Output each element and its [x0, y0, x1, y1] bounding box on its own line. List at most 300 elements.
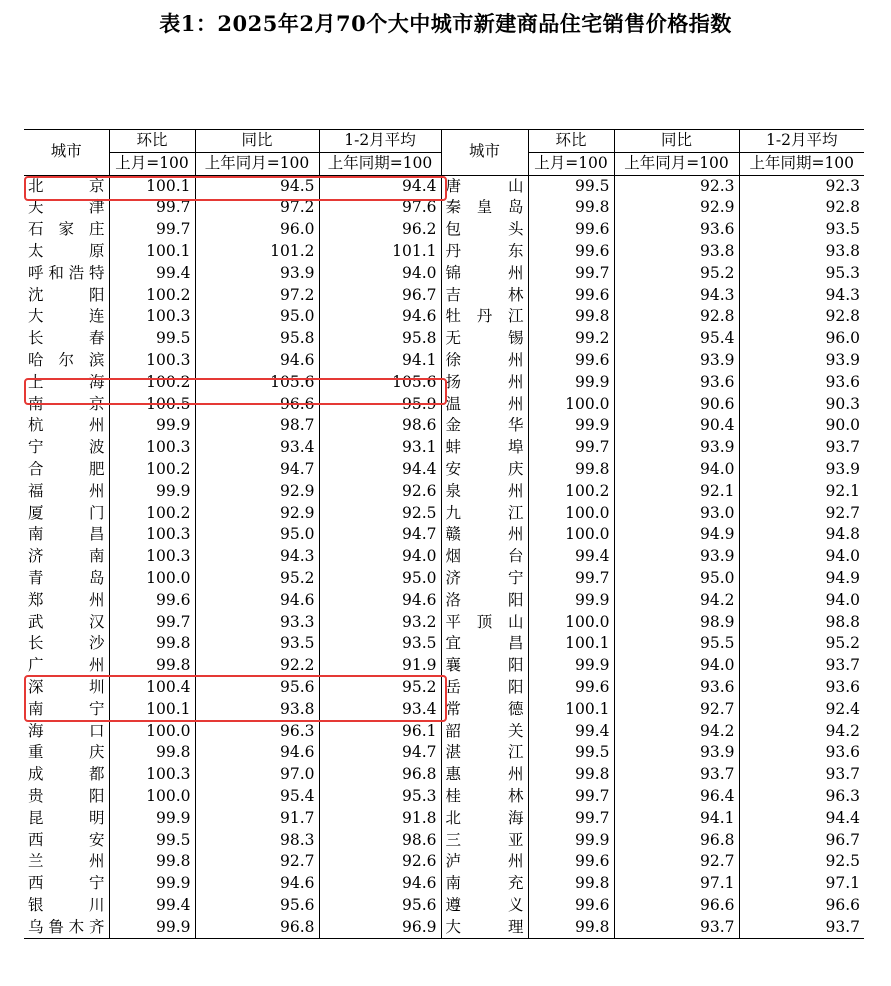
right-yoy-value: 93.9	[614, 437, 739, 459]
right-city-chars: 九 江	[445, 503, 524, 522]
left-avg-value: 94.7	[319, 742, 441, 764]
city-header-left: 城市	[24, 130, 109, 176]
right-avg-value: 95.3	[739, 263, 864, 285]
left-avg-value: 96.9	[319, 917, 441, 939]
left-yoy-value: 96.8	[195, 917, 319, 939]
right-yoy-value: 93.9	[614, 546, 739, 568]
left-city-chars: 石 家 庄	[28, 220, 105, 239]
right-mom-value: 100.0	[528, 612, 614, 634]
right-city-chars: 遵 义	[445, 895, 524, 914]
table-row	[24, 830, 864, 852]
right-city-chars: 扬 州	[445, 372, 524, 391]
left-yoy-value: 94.6	[195, 742, 319, 764]
left-mom-value: 100.2	[109, 459, 195, 481]
left-mom-value: 100.5	[109, 394, 195, 416]
avg-header-left: 1-2月平均	[319, 130, 441, 153]
highlight-beijing	[24, 176, 447, 201]
left-avg-value: 105.6	[319, 372, 441, 394]
left-mom-value: 100.1	[109, 699, 195, 721]
right-city-name	[441, 481, 528, 503]
left-mom-value: 100.4	[109, 677, 195, 699]
left-city-name	[24, 764, 109, 786]
right-yoy-value: 92.7	[614, 851, 739, 873]
right-mom-value: 100.1	[528, 699, 614, 721]
right-mom-value: 99.4	[528, 546, 614, 568]
right-yoy-value: 98.9	[614, 612, 739, 634]
right-yoy-value: 92.8	[614, 306, 739, 328]
left-city-name	[24, 503, 109, 525]
table-row	[24, 895, 864, 917]
left-mom-value: 100.1	[109, 241, 195, 263]
highlight-shanghai	[24, 378, 447, 405]
right-city-chars: 常 德	[445, 699, 524, 718]
left-yoy-value: 92.2	[195, 655, 319, 677]
mom-header-right: 环比	[528, 130, 614, 153]
right-mom-value: 99.9	[528, 830, 614, 852]
right-mom-value: 99.6	[528, 241, 614, 263]
left-city-chars: 深 圳	[28, 677, 105, 696]
left-mom-value: 99.5	[109, 830, 195, 852]
right-yoy-value: 95.2	[614, 263, 739, 285]
left-city-chars: 成 都	[28, 765, 105, 784]
right-city-chars: 南 充	[445, 874, 524, 893]
right-avg-value: 97.1	[739, 873, 864, 895]
right-city-name	[441, 524, 528, 546]
left-yoy-value: 97.0	[195, 764, 319, 786]
left-avg-value: 93.2	[319, 612, 441, 634]
left-city-name	[24, 306, 109, 328]
right-avg-value: 93.7	[739, 764, 864, 786]
right-yoy-value: 92.7	[614, 699, 739, 721]
table-row	[24, 742, 864, 764]
left-city-chars: 银 川	[28, 895, 105, 914]
left-city-chars: 郑 州	[28, 590, 105, 609]
right-city-name	[441, 415, 528, 437]
left-yoy-value: 97.2	[195, 197, 319, 219]
yoy-base-left: 上年同月=100	[195, 152, 319, 175]
left-yoy-value: 92.9	[195, 503, 319, 525]
left-yoy-value: 95.0	[195, 524, 319, 546]
left-city-chars: 福 州	[28, 481, 105, 500]
left-city-chars: 海 口	[28, 721, 105, 740]
left-avg-value: 95.2	[319, 677, 441, 699]
left-mom-value: 99.8	[109, 633, 195, 655]
right-city-name	[441, 241, 528, 263]
right-city-name	[441, 699, 528, 721]
left-city-name	[24, 524, 109, 546]
left-mom-value: 99.6	[109, 590, 195, 612]
right-city-chars: 宜 昌	[445, 634, 524, 653]
left-city-name	[24, 415, 109, 437]
left-city-chars: 厦 门	[28, 503, 105, 522]
right-city-chars: 徐 州	[445, 350, 524, 369]
table-row	[24, 873, 864, 895]
left-yoy-value: 93.8	[195, 699, 319, 721]
left-yoy-value: 101.2	[195, 241, 319, 263]
right-city-chars: 牡 丹 江	[445, 307, 524, 326]
right-mom-value: 99.6	[528, 219, 614, 241]
left-avg-value: 97.6	[319, 197, 441, 219]
table-row	[24, 590, 864, 612]
right-avg-value: 93.7	[739, 917, 864, 939]
left-yoy-value: 93.4	[195, 437, 319, 459]
right-city-chars: 无 锡	[445, 329, 524, 348]
avg-header-right: 1-2月平均	[739, 130, 864, 153]
right-yoy-value: 94.3	[614, 285, 739, 307]
right-city-name	[441, 372, 528, 394]
right-mom-value: 99.6	[528, 350, 614, 372]
right-yoy-value: 96.6	[614, 895, 739, 917]
right-avg-value: 92.8	[739, 306, 864, 328]
right-yoy-value: 94.2	[614, 721, 739, 743]
left-avg-value: 96.8	[319, 764, 441, 786]
right-mom-value: 99.5	[528, 742, 614, 764]
table-header	[24, 130, 864, 176]
left-mom-value: 100.3	[109, 306, 195, 328]
right-avg-value: 96.0	[739, 328, 864, 350]
left-avg-value: 94.6	[319, 590, 441, 612]
left-city-name	[24, 721, 109, 743]
yoy-header-right: 同比	[614, 130, 739, 153]
left-city-name	[24, 437, 109, 459]
mom-header-left: 环比	[109, 130, 195, 153]
right-avg-value: 93.7	[739, 655, 864, 677]
left-avg-value: 96.2	[319, 219, 441, 241]
left-city-chars: 长 春	[28, 329, 105, 348]
right-city-name	[441, 503, 528, 525]
right-city-chars: 包 头	[445, 220, 524, 239]
right-mom-value: 99.6	[528, 677, 614, 699]
right-avg-value: 94.0	[739, 590, 864, 612]
left-city-name	[24, 895, 109, 917]
right-avg-value: 90.0	[739, 415, 864, 437]
right-yoy-value: 94.9	[614, 524, 739, 546]
left-mom-value: 99.9	[109, 917, 195, 939]
left-city-chars: 南 京	[28, 394, 105, 413]
right-yoy-value: 93.7	[614, 917, 739, 939]
right-avg-value: 93.6	[739, 742, 864, 764]
left-avg-value: 92.6	[319, 481, 441, 503]
right-mom-value: 99.2	[528, 328, 614, 350]
left-avg-value: 91.9	[319, 655, 441, 677]
table-row	[24, 655, 864, 677]
left-yoy-value: 95.8	[195, 328, 319, 350]
right-yoy-value: 95.4	[614, 328, 739, 350]
right-city-chars: 岳 阳	[445, 677, 524, 696]
right-city-name	[441, 437, 528, 459]
right-avg-value: 96.3	[739, 786, 864, 808]
left-city-chars: 昆 明	[28, 808, 105, 827]
table-row	[24, 917, 864, 939]
right-city-chars: 济 宁	[445, 568, 524, 587]
left-avg-value: 93.4	[319, 699, 441, 721]
right-city-chars: 襄 阳	[445, 656, 524, 675]
left-mom-value: 100.3	[109, 437, 195, 459]
left-city-name	[24, 568, 109, 590]
left-yoy-value: 95.6	[195, 895, 319, 917]
right-city-name	[441, 917, 528, 939]
right-yoy-value: 93.7	[614, 764, 739, 786]
right-mom-value: 99.8	[528, 306, 614, 328]
left-city-name	[24, 612, 109, 634]
right-yoy-value: 94.1	[614, 808, 739, 830]
right-city-chars: 泸 州	[445, 852, 524, 871]
left-avg-value: 94.4	[319, 459, 441, 481]
left-city-name	[24, 655, 109, 677]
table-row	[24, 612, 864, 634]
right-avg-value: 94.9	[739, 568, 864, 590]
right-city-chars: 大 理	[445, 917, 524, 936]
right-city-name	[441, 350, 528, 372]
left-city-name	[24, 285, 109, 307]
right-city-name	[441, 568, 528, 590]
table-row	[24, 786, 864, 808]
yoy-header-left: 同比	[195, 130, 319, 153]
right-yoy-value: 93.9	[614, 742, 739, 764]
left-city-name	[24, 633, 109, 655]
right-avg-value: 93.5	[739, 219, 864, 241]
left-mom-value: 100.1	[109, 175, 195, 197]
left-city-name	[24, 219, 109, 241]
left-mom-value: 100.3	[109, 524, 195, 546]
right-avg-value: 94.4	[739, 808, 864, 830]
left-mom-value: 99.7	[109, 219, 195, 241]
right-city-chars: 泉 州	[445, 481, 524, 500]
right-mom-value: 100.0	[528, 503, 614, 525]
left-yoy-value: 92.9	[195, 481, 319, 503]
right-yoy-value: 92.9	[614, 197, 739, 219]
right-avg-value: 94.8	[739, 524, 864, 546]
left-avg-value: 98.6	[319, 830, 441, 852]
right-mom-value: 99.7	[528, 263, 614, 285]
right-avg-value: 96.6	[739, 895, 864, 917]
right-city-chars: 丹 东	[445, 241, 524, 260]
left-yoy-value: 94.7	[195, 459, 319, 481]
left-yoy-value: 97.2	[195, 285, 319, 307]
table-row	[24, 481, 864, 503]
left-city-chars: 合 肥	[28, 459, 105, 478]
right-city-chars: 北 海	[445, 808, 524, 827]
left-yoy-value: 95.4	[195, 786, 319, 808]
right-avg-value: 93.7	[739, 437, 864, 459]
right-city-name	[441, 895, 528, 917]
right-avg-value: 98.8	[739, 612, 864, 634]
right-city-name	[441, 394, 528, 416]
left-mom-value: 99.9	[109, 808, 195, 830]
right-mom-value: 99.6	[528, 895, 614, 917]
left-mom-value: 99.8	[109, 851, 195, 873]
left-city-chars: 太 原	[28, 241, 105, 260]
table-row	[24, 350, 864, 372]
right-city-chars: 三 亚	[445, 830, 524, 849]
right-avg-value: 93.9	[739, 459, 864, 481]
left-city-chars: 南 宁	[28, 699, 105, 718]
left-avg-value: 94.6	[319, 306, 441, 328]
right-avg-value: 90.3	[739, 394, 864, 416]
right-avg-value: 96.7	[739, 830, 864, 852]
left-yoy-value: 105.6	[195, 372, 319, 394]
right-city-name	[441, 612, 528, 634]
left-mom-value: 100.0	[109, 786, 195, 808]
highlight-guangzhou-shenzhen	[24, 675, 447, 722]
right-city-chars: 吉 林	[445, 285, 524, 304]
right-city-name	[441, 808, 528, 830]
left-mom-value: 99.9	[109, 873, 195, 895]
left-avg-value: 93.5	[319, 633, 441, 655]
table-row	[24, 764, 864, 786]
right-city-name	[441, 328, 528, 350]
left-city-name	[24, 328, 109, 350]
right-city-chars: 锦 州	[445, 263, 524, 282]
left-city-chars: 长 沙	[28, 634, 105, 653]
left-avg-value: 95.8	[319, 328, 441, 350]
left-mom-value: 99.4	[109, 895, 195, 917]
right-avg-value: 93.8	[739, 241, 864, 263]
right-avg-value: 93.6	[739, 372, 864, 394]
right-yoy-value: 93.0	[614, 503, 739, 525]
right-city-name	[441, 830, 528, 852]
right-city-chars: 韶 关	[445, 721, 524, 740]
right-avg-value: 92.3	[739, 175, 864, 197]
table-row	[24, 721, 864, 743]
right-city-name	[441, 459, 528, 481]
left-city-chars: 南 昌	[28, 525, 105, 544]
right-mom-value: 99.8	[528, 197, 614, 219]
left-city-name	[24, 590, 109, 612]
table-row	[24, 568, 864, 590]
right-mom-value: 99.9	[528, 655, 614, 677]
left-city-chars: 青 岛	[28, 568, 105, 587]
left-avg-value: 95.3	[319, 786, 441, 808]
right-avg-value: 93.9	[739, 350, 864, 372]
left-city-chars: 天 津	[28, 198, 105, 217]
left-yoy-value: 96.6	[195, 394, 319, 416]
mom-base-left: 上月=100	[109, 152, 195, 175]
right-yoy-value: 93.9	[614, 350, 739, 372]
left-city-name	[24, 241, 109, 263]
left-mom-value: 99.7	[109, 197, 195, 219]
left-city-chars: 哈 尔 滨	[28, 350, 105, 369]
table-body	[24, 175, 864, 939]
right-mom-value: 99.9	[528, 590, 614, 612]
left-mom-value: 99.7	[109, 612, 195, 634]
right-yoy-value: 94.0	[614, 655, 739, 677]
right-city-chars: 秦 皇 岛	[445, 198, 524, 217]
left-city-name	[24, 830, 109, 852]
table-row	[24, 459, 864, 481]
right-city-chars: 洛 阳	[445, 590, 524, 609]
avg-base-left: 上年同期=100	[319, 152, 441, 175]
left-city-chars: 大 连	[28, 307, 105, 326]
right-city-chars: 平 顶 山	[445, 612, 524, 631]
left-mom-value: 100.3	[109, 546, 195, 568]
left-city-chars: 宁 波	[28, 438, 105, 457]
left-mom-value: 100.2	[109, 503, 195, 525]
right-yoy-value: 96.4	[614, 786, 739, 808]
left-yoy-value: 95.0	[195, 306, 319, 328]
left-city-chars: 济 南	[28, 547, 105, 566]
table-row	[24, 241, 864, 263]
right-city-name	[441, 655, 528, 677]
page-title: 表1：2025年2月70个大中城市新建商品住宅销售价格指数	[159, 11, 732, 36]
left-yoy-value: 91.7	[195, 808, 319, 830]
right-city-name	[441, 285, 528, 307]
left-city-chars: 西 安	[28, 830, 105, 849]
table-row	[24, 263, 864, 285]
left-yoy-value: 98.3	[195, 830, 319, 852]
left-city-chars: 杭 州	[28, 416, 105, 435]
left-yoy-value: 95.6	[195, 677, 319, 699]
left-yoy-value: 98.7	[195, 415, 319, 437]
city-header-right: 城市	[441, 130, 528, 176]
right-city-name	[441, 197, 528, 219]
left-city-chars: 北 京	[28, 176, 105, 195]
table-row	[24, 524, 864, 546]
left-avg-value: 94.0	[319, 263, 441, 285]
table-row	[24, 546, 864, 568]
right-mom-value: 99.6	[528, 285, 614, 307]
left-yoy-value: 94.6	[195, 873, 319, 895]
left-mom-value: 100.3	[109, 350, 195, 372]
right-city-name	[441, 263, 528, 285]
right-avg-value: 92.5	[739, 851, 864, 873]
left-city-name	[24, 742, 109, 764]
left-avg-value: 94.7	[319, 524, 441, 546]
right-yoy-value: 93.6	[614, 372, 739, 394]
right-city-chars: 安 庆	[445, 459, 524, 478]
table-row	[24, 219, 864, 241]
left-avg-value: 95.0	[319, 568, 441, 590]
left-yoy-value: 96.3	[195, 721, 319, 743]
left-city-chars: 西 宁	[28, 874, 105, 893]
right-city-chars: 烟 台	[445, 547, 524, 566]
right-mom-value: 99.9	[528, 372, 614, 394]
right-city-name	[441, 219, 528, 241]
left-yoy-value: 93.5	[195, 633, 319, 655]
right-city-name	[441, 546, 528, 568]
right-avg-value: 94.3	[739, 285, 864, 307]
right-yoy-value: 94.2	[614, 590, 739, 612]
right-mom-value: 100.1	[528, 633, 614, 655]
left-city-name	[24, 481, 109, 503]
right-city-chars: 唐 山	[445, 176, 524, 195]
left-city-chars: 沈 阳	[28, 285, 105, 304]
right-city-chars: 蚌 埠	[445, 438, 524, 457]
right-yoy-value: 93.6	[614, 677, 739, 699]
left-yoy-value: 94.3	[195, 546, 319, 568]
right-city-name	[441, 764, 528, 786]
right-avg-value: 92.8	[739, 197, 864, 219]
left-avg-value: 96.7	[319, 285, 441, 307]
right-city-name	[441, 742, 528, 764]
right-mom-value: 99.7	[528, 786, 614, 808]
right-yoy-value: 90.6	[614, 394, 739, 416]
right-mom-value: 100.0	[528, 524, 614, 546]
left-avg-value: 94.1	[319, 350, 441, 372]
left-mom-value: 99.5	[109, 328, 195, 350]
left-avg-value: 101.1	[319, 241, 441, 263]
right-city-chars: 金 华	[445, 416, 524, 435]
left-avg-value: 93.1	[319, 437, 441, 459]
right-mom-value: 99.8	[528, 917, 614, 939]
left-avg-value: 96.1	[319, 721, 441, 743]
right-avg-value: 95.2	[739, 633, 864, 655]
right-yoy-value: 95.0	[614, 568, 739, 590]
right-city-name	[441, 633, 528, 655]
table-row	[24, 306, 864, 328]
left-mom-value: 99.9	[109, 415, 195, 437]
right-city-name	[441, 306, 528, 328]
